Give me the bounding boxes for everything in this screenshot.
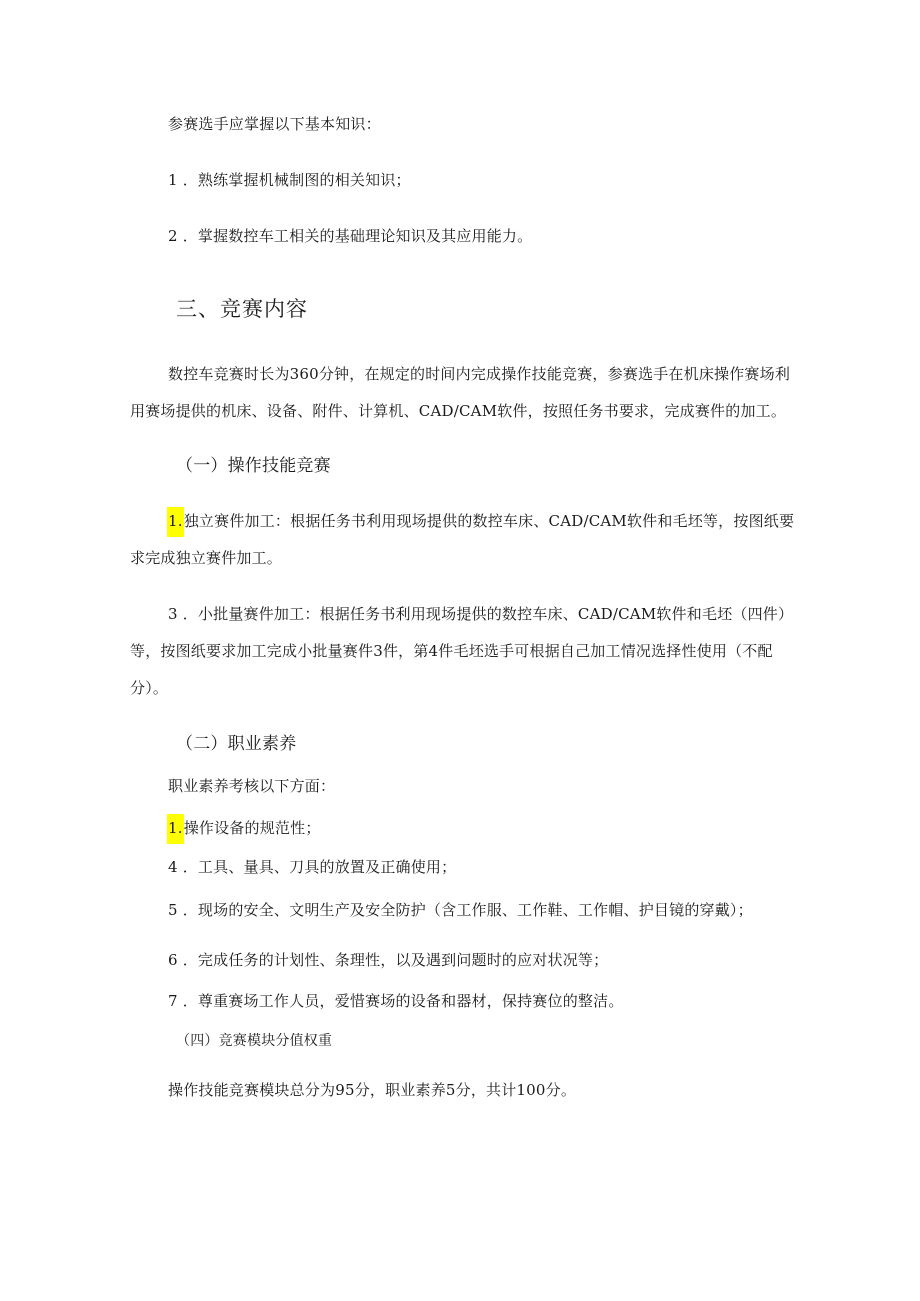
paragraph-line: 求完成独立赛件加工。 [130, 549, 283, 567]
paragraph-line: 分）。 [130, 679, 169, 697]
paragraph-line: 等，按图纸要求加工完成小批量赛件3件，第4件毛坯选手可根据自己加工情况选择性使用（不配 [130, 642, 773, 660]
task-text: 独立赛件加工：根据任务书利用现场提供的数控车床、CAD/CAM软件和毛坯等，按图纸要 [183, 512, 795, 530]
item-text: ．完成任务的计划性、条理性，以及遇到问题时的应对状况等； [182, 951, 609, 969]
paragraph-line: 用赛场提供的机床、设备、附件、计算机、CAD/CAM软件，按照任务书要求，完成赛件的加工。 [130, 402, 787, 420]
item-number: 5 [168, 901, 178, 919]
list-item [168, 991, 624, 1011]
highlighted-number: 1. [167, 814, 184, 844]
paragraph-line: 职业素养考核以下方面： [168, 777, 336, 795]
task-item [168, 511, 794, 531]
item-number: 7 [168, 992, 178, 1010]
item-number: 1 [168, 171, 178, 189]
list-item [168, 818, 321, 838]
item-text: ．熟练掌握机械制图的相关知识； [182, 171, 411, 189]
knowledge-item [168, 226, 532, 246]
paragraph-line: 数控车竞赛时长为360分钟，在规定的时间内完成操作技能竞赛，参赛选手在机床操作赛场利 [168, 365, 791, 383]
item-number: 3 [168, 605, 178, 623]
item-text: ．尊重赛场工作人员，爱惜赛场的设备和器材，保持赛位的整洁。 [182, 992, 624, 1010]
list-item [168, 950, 608, 970]
task-text: ．小批量赛件加工：根据任务书利用现场提供的数控车床、CAD/CAM软件和毛坯（四件） [182, 605, 794, 623]
subsection-heading: （一）操作技能竞赛 [176, 456, 331, 476]
intro-text: 参赛选手应掌握以下基本知识： [168, 115, 381, 133]
subsection-heading: （二）职业素养 [176, 734, 297, 754]
highlighted-number: 1. [167, 507, 184, 537]
section-heading: 三、竞赛内容 [176, 297, 308, 321]
item-text: ．工具、量具、刀具的放置及正确使用； [182, 858, 457, 876]
item-text: ．掌握数控车工相关的基础理论知识及其应用能力。 [182, 227, 533, 245]
item-number: 2 [168, 227, 178, 245]
paragraph-line: 操作技能竞赛模块总分为95分，职业素养5分，共计100分。 [168, 1081, 577, 1099]
item-number: 4 [168, 858, 178, 876]
list-item [168, 900, 753, 920]
item-text: ．现场的安全、文明生产及安全防护（含工作服、工作鞋、工作帽、护目镜的穿戴）； [182, 901, 753, 919]
item-text: 操作设备的规范性； [183, 819, 321, 837]
item-number: 6 [168, 951, 178, 969]
knowledge-item [168, 170, 411, 190]
task-item [168, 604, 793, 624]
list-item [168, 857, 456, 877]
subsection-heading: （四）竞赛模块分值权重 [176, 1033, 333, 1049]
